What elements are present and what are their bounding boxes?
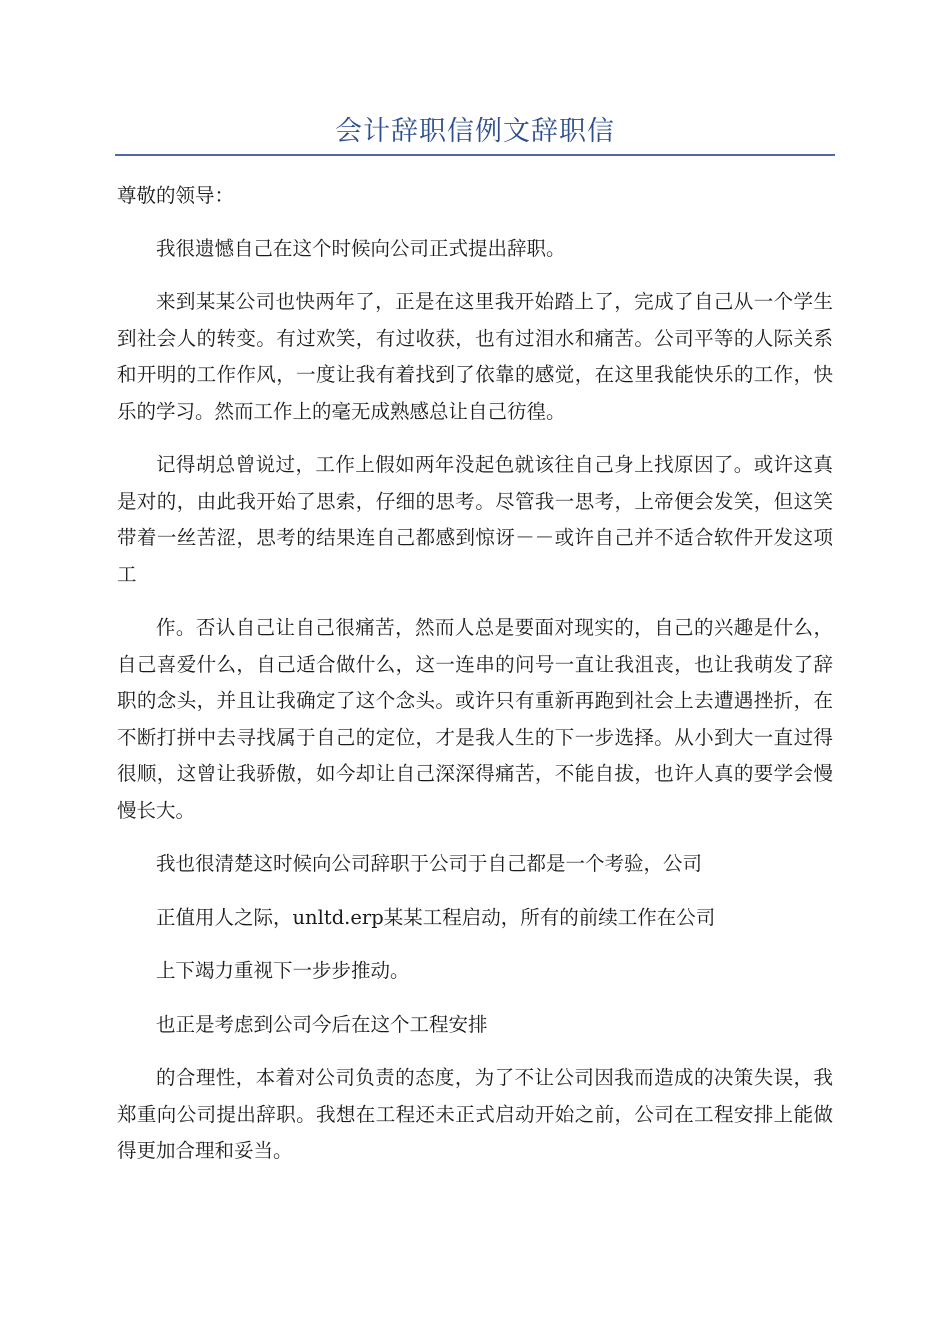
paragraph: 来到某某公司也快两年了，正是在这里我开始踏上了，完成了自己从一个学生到社会人的转变。有过欢笑，有过收获，也有过泪水和痛苦。公司平等的人际关系和开明的工作作风，一度让我有着找到了依靠的感觉，在这里我能快乐的工作，快乐的学习。然而工作上的毫无成熟感总让自己彷徨。: [117, 290, 833, 423]
paragraph: 作。否认自己让自己很痛苦，然而人总是要面对现实的，自己的兴趣是什么，自己喜爱什么，自己适合做什么，这一连串的问号一直让我沮丧，也让我萌发了辞职的念头，并且让我确定了这个念头。或许只有重新再跑到社会上去遭遇挫折，在不断打拼中去寻找属于自己的定位，才是我人生的下一步选择。从小到大一直过得很顺，这曾让我骄傲，如今却让自己深深得痛苦，不能自拔，也许人真的要学会慢慢长大。: [117, 616, 833, 822]
letter-body: [117, 178, 833, 1187]
paragraph: 也正是考虑到公司今后在这个工程安排: [156, 1012, 488, 1036]
salutation: 尊敬的领导：: [117, 184, 235, 207]
paragraph: 记得胡总曾说过，工作上假如两年没起色就该往自己身上找原因了。或许这真是对的，由此我开始了思索，仔细的思考。尽管我一思考，上帝便会发笑，但这笑带着一丝苦涩，思考的结果连自己都感到惊讶－－或许自己并不适合软件开发这项工: [117, 453, 833, 586]
paragraph: 我也很清楚这时候向公司辞职于公司于自己都是一个考验，公司: [156, 852, 703, 875]
paragraph: 上下竭力重视下一步步推动。: [156, 959, 410, 982]
document-title: 会计辞职信例文辞职信: [335, 116, 615, 147]
paragraph: 的合理性，本着对公司负责的态度，为了不让公司因我而造成的决策失误，我郑重向公司提出辞职。我想在工程还未正式启动开始之前，公司在工程安排上能做得更加合理和妥当。: [117, 1066, 833, 1162]
paragraph: 正值用人之际，unltd.erp某某工程启动，所有的前续工作在公司: [156, 905, 716, 929]
title-underline: [115, 154, 835, 156]
paragraph: 我很遗憾自己在这个时候向公司正式提出辞职。: [156, 236, 566, 260]
